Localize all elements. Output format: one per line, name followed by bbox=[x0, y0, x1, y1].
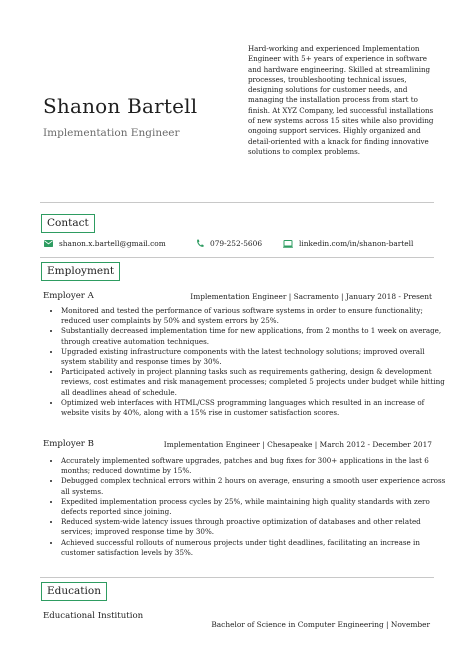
employer-name: Employer B bbox=[43, 439, 94, 449]
divider bbox=[40, 577, 434, 578]
employer-name: Employer A bbox=[43, 291, 94, 301]
contact-linkedin[interactable] bbox=[283, 239, 413, 248]
education-heading: Education bbox=[41, 582, 107, 601]
bullet: • Achieved successful rollouts of numerous projects under tight deadlines, facilitating an increase in customer satisfaction levels by 35%. bbox=[61, 538, 451, 558]
bullet: • Reduced system-wide latency issues through proactive optimization of databases and other related services; improved response time by 30%. bbox=[61, 517, 451, 537]
degree-detail: Bachelor of Science in Computer Engineering | November bbox=[211, 620, 430, 629]
phone-text: 079-252-5606 bbox=[210, 239, 263, 248]
bullet: • Optimized web interfaces with HTML/CSS programming languages which resulted in an increase of website visits by 40%, along with a 15% rise in customer satisfaction scores. bbox=[61, 398, 451, 418]
employer-detail: Implementation Engineer | Chesapeake | March 2012 - December 2017 bbox=[163, 440, 432, 449]
contact-phone[interactable] bbox=[196, 239, 262, 248]
employer-detail: Implementation Engineer | Sacramento | January 2018 - Present bbox=[190, 292, 432, 301]
email-icon bbox=[44, 240, 53, 247]
contact-row bbox=[42, 239, 442, 251]
employer-bullets bbox=[42, 456, 451, 558]
divider bbox=[40, 257, 434, 258]
bullet: • Debugged complex technical errors within 2 hours on average, ensuring a smooth user experience across all systems. bbox=[61, 476, 451, 496]
contact-heading: Contact bbox=[41, 214, 95, 233]
phone-icon bbox=[196, 239, 204, 248]
email-text: shanon.x.bartell@gmail.com bbox=[59, 239, 166, 248]
candidate-name: Shanon Bartell bbox=[43, 94, 198, 118]
bullet: • Monitored and tested the performance of various software systems in order to ensure functionality; reduced user complaints by 50% and system errors by 25%. bbox=[61, 306, 451, 326]
linkedin-text: linkedin.com/in/shanon-bartell bbox=[299, 239, 414, 248]
institution: Educational Institution bbox=[43, 611, 144, 621]
job-title: Implementation Engineer bbox=[43, 127, 180, 139]
employment-heading: Employment bbox=[41, 262, 120, 281]
linkedin-icon bbox=[283, 240, 293, 248]
employer-bullets bbox=[42, 306, 451, 418]
bullet: • Upgraded existing infrastructure components with the latest technology solutions; improved overall system stability and response times by 30%. bbox=[61, 347, 451, 367]
bullet: • Substantially decreased implementation time for new applications, from 2 months to 1 week on average, through creative automation techniques. bbox=[61, 326, 451, 346]
divider bbox=[40, 202, 434, 203]
bullet: • Expedited implementation process cycles by 25%, while maintaining high quality standards with zero defects reported since joining. bbox=[61, 497, 451, 517]
contact-email[interactable] bbox=[44, 239, 166, 248]
bullet: • Accurately implemented software upgrades, patches and bug fixes for 300+ applications in the last 6 months; reduced downtime by 15%. bbox=[61, 456, 451, 476]
bullet: • Participated actively in project planning tasks such as requirements gathering, design & development reviews, cost estimates and risk management processes; completed 5 projects under budget while hitting all deadlines ahead of schedule. bbox=[61, 367, 451, 398]
summary: Hard-working and experienced Implementation Engineer with 5+ years of experience in software and hardware engineering. Skilled at streamlining processes, troubleshooting technical issues, designing solutions for customer needs, and managing the installation process from start to finish. At XYZ Company, led successful installations of new systems across 15 sites while also providing ongoing support services. Highly organized and detail-oriented with a knack for finding innovative solutions to complex problems. bbox=[248, 44, 434, 156]
